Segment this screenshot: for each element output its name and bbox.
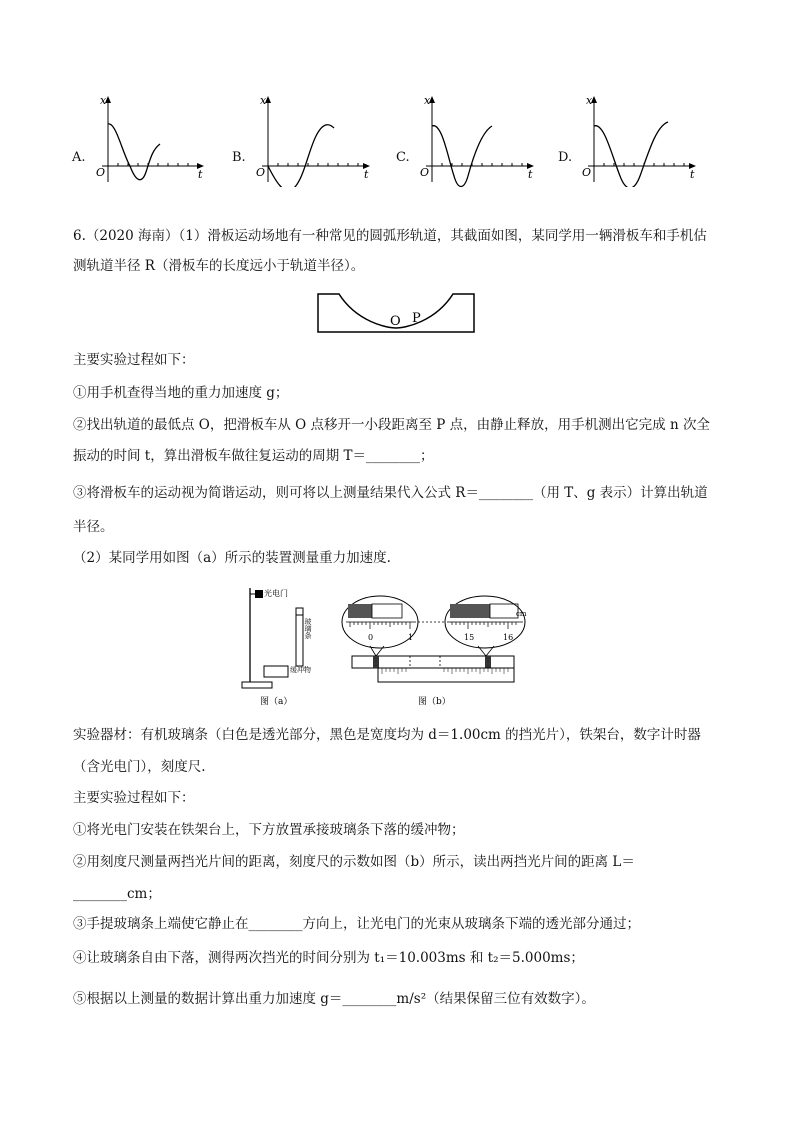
q6-step2-line2: 振动的时间 t，算出滑板车做往复运动的周期 T＝________； xyxy=(73,448,434,464)
option-a-graph xyxy=(90,92,210,187)
tick-15: 15 xyxy=(464,633,475,642)
option-a-o: O xyxy=(96,166,106,179)
step2-2-line2: ________cm； xyxy=(73,886,161,902)
materials-line2: （含光电门），刻度尺. xyxy=(73,759,206,775)
option-b-o: O xyxy=(256,166,266,179)
figure-a xyxy=(240,582,332,710)
step2-5: ⑤根据以上测量的数据计算出重力加速度 g＝________m/s²（结果保留三位有效数字）。 xyxy=(73,991,595,1007)
unit-cm: cm xyxy=(516,610,527,618)
option-d-label: D. xyxy=(558,150,573,165)
figure-b-caption: 图（b） xyxy=(418,697,451,707)
q6-step1: ①用手机查得当地的重力加速度 g； xyxy=(73,385,289,401)
photogate-label: 光电门 xyxy=(264,589,288,598)
option-b-t: t xyxy=(364,168,369,181)
q6-intro-line1: 6.（2020 海南）（1）滑板运动场地有一种常见的圆弧形轨道，其截面如图，某同学用一辆滑板车和手机估 xyxy=(73,228,707,244)
step2-3: ③手提玻璃条上端使它静止在________方向上，让光电门的光束从玻璃条下端的透光部分通过； xyxy=(73,916,640,932)
step2-1: ①将光电门安装在铁架台上，下方放置承接玻璃条下落的缓冲物； xyxy=(73,822,465,838)
option-a-x: x xyxy=(100,94,107,107)
option-graphs xyxy=(0,92,794,192)
option-c-o: O xyxy=(420,166,430,179)
option-c-graph xyxy=(412,92,542,187)
q6-step2-line1: ②找出轨道的最低点 O，把滑板车从 O 点移开一小段距离至 P 点，由静止释放，用手机测出它完成 n 次全 xyxy=(73,417,710,433)
option-a-t: t xyxy=(198,168,203,181)
glass-label: 玻璃条 xyxy=(304,618,312,639)
option-c-label: C. xyxy=(396,150,410,165)
q6-intro-line2: 测轨道半径 R（滑板车的长度远小于轨道半径）。 xyxy=(73,258,365,274)
track-o-label: O xyxy=(390,314,401,329)
materials-line1: 实验器材：有机玻璃条（白色是透光部分，黑色是宽度均为 d＝1.00cm 的挡光片），铁架台，数字计时器 xyxy=(73,727,701,743)
steps2-title: 主要实验过程如下： xyxy=(73,790,195,806)
option-d-o: O xyxy=(582,166,592,179)
option-b-graph xyxy=(250,92,378,187)
q6-steps-title: 主要实验过程如下： xyxy=(73,352,195,368)
tick-16: 16 xyxy=(503,633,514,642)
option-a-label: A. xyxy=(72,150,86,165)
track-p-label: P xyxy=(412,311,421,326)
tick-1: 1 xyxy=(408,633,414,642)
step2-4: ④让玻璃条自由下落，测得两次挡光的时间分别为 t₁＝10.003ms 和 t₂＝5.000ms； xyxy=(73,950,584,966)
q6-step3-line1: ③将滑板车的运动视为简谐运动，则可将以上测量结果代入公式 R＝________（用 T、g 表示）计算出轨道 xyxy=(73,485,708,501)
tick-0: 0 xyxy=(368,633,374,642)
option-d-t: t xyxy=(690,168,695,181)
option-d-x: x xyxy=(586,94,593,107)
option-b-label: B. xyxy=(232,150,246,165)
q6-part2: （2）某同学用如图（a）所示的装置测量重力加速度. xyxy=(73,550,391,566)
figure-a-caption: 图（a） xyxy=(260,697,293,707)
step2-2-line1: ②用刻度尺测量两挡光片间的距离，刻度尺的示数如图（b）所示，读出两挡光片间的距离 L＝ xyxy=(73,854,635,870)
track-figure xyxy=(317,292,475,334)
buffer-label: 缓冲物 xyxy=(290,666,311,674)
figure-b xyxy=(340,594,530,712)
q6-step3-line2: 半径。 xyxy=(73,519,114,535)
option-c-x: x xyxy=(424,94,431,107)
option-b-x: x xyxy=(260,94,267,107)
option-d-graph xyxy=(574,92,704,187)
option-c-t: t xyxy=(528,168,533,181)
